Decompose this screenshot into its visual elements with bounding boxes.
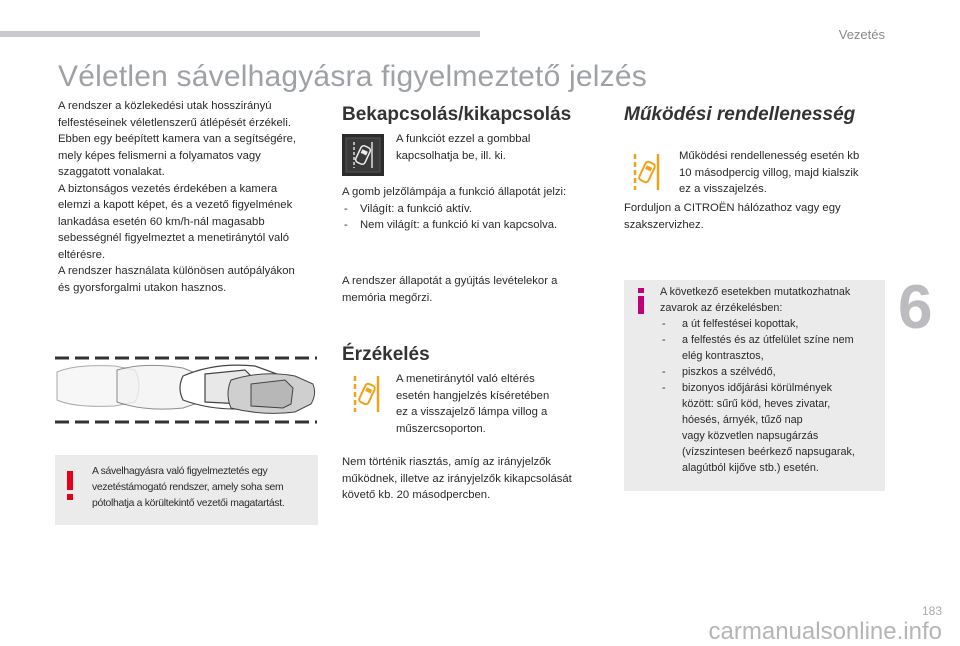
- page-number: 183: [921, 604, 942, 618]
- lamp-intro: A gomb jelzőlámpája a funkció állapotát jelzi:: [342, 186, 567, 198]
- info-icon: [636, 288, 646, 314]
- detection-description: A menetiránytól való eltérés esetén hangjelzés kíséretében ez a visszajelző lámpa villog a műszercsoporton.: [396, 373, 550, 435]
- malfunction-lamp-icon: [632, 152, 662, 192]
- list-item: - Világít: a funkció aktív.: [342, 201, 602, 218]
- list-item: - a út felfestései kopottak,: [660, 316, 882, 332]
- exclamation-icon: [63, 471, 77, 501]
- memory-text: A rendszer állapotát a gyújtás levételekor a memória megőrzi.: [342, 275, 558, 304]
- heading-malfunction: Működési rendellenesség: [624, 104, 856, 125]
- no-alert-text: Nem történik riasztás, amíg az irányjelzők működnek, illetve az irányjelzők kikapcsolását követő kb. 20 másodpercben.: [342, 456, 572, 501]
- lane-departure-illustration: [55, 350, 317, 430]
- lane-departure-warning-lamp-icon: [352, 374, 382, 414]
- list-item: - Nem világít: a funkció ki van kapcsolva.: [342, 217, 602, 234]
- info-list: [660, 316, 882, 476]
- info-box: [624, 280, 885, 491]
- watermark: carmanualsonline.info: [708, 618, 942, 645]
- heading-activation: Bekapcsolás/kikapcsolás: [342, 104, 572, 125]
- list-item: - piszkos a szélvédő,: [660, 364, 882, 380]
- warning-text: A sávelhagyásra való figyelmeztetés egy vezetéstámogató rendszer, amely soha sem pótolhatja a körültekintő vezetői magatartást.: [92, 466, 285, 509]
- malfunction-description: Működési rendellenesség esetén kb 10 másodpercig villog, majd kialszik ez a visszajelzés.: [679, 150, 860, 195]
- section-label: Vezetés: [838, 27, 885, 42]
- contact-text: Forduljon a CITROËN hálózathoz vagy egy szakszervizhez.: [624, 202, 841, 231]
- page-title: Véletlen sávelhagyásra figyelmeztető jelzés: [58, 60, 647, 93]
- list-item: - a felfestés és az útfelület színe nem elég kontrasztos,: [660, 332, 882, 364]
- lamp-state-list: [342, 201, 602, 234]
- info-content: A következő esetekben mutatkozhatnak zavarok az érzékelésben: - a út felfestései kopottak, - a felfestés és az útfelület színe nem elég kontrasztos, - piszkos a szélvédő, - bizonyos időjárási körülmények között: sűrű köd, heves zivatar, hóesés, árnyék, tűző nap vagy közvetlen napsugárzás (vízszintesen beérkező napsugarak, alagútból kijőve stb.) esetén.: [660, 284, 882, 476]
- lane-departure-button-icon: [342, 134, 384, 176]
- intro-text: A rendszer a közlekedési utak hosszirányú felfestéseinek véletlenszerű átlépését érzékeli. Ebben egy beépített kamera van a segítségére, mely képes felismerni a folyamatos vagy szaggatott vonalakat. A biztonságos vezetés érdekében a kamera elemzi a kapott képet, és a vezető figyelmének lankadása esetén 60 km/h-nál magasabb sebességnél figyelmeztet a menetiránytól való eltérésre. A rendszer használata különösen autópályákon és gyorsforgalmi utakon hasznos.: [58, 100, 297, 294]
- heading-detection: Érzékelés: [342, 344, 430, 365]
- header-bar: [0, 31, 480, 37]
- chapter-number: 6: [898, 273, 933, 342]
- button-description: A funkciót ezzel a gombbal kapcsolhatja be, ill. ki.: [396, 133, 531, 162]
- lamp-state-block: [342, 184, 602, 234]
- list-item: - bizonyos időjárási körülmények között: sűrű köd, heves zivatar, hóesés, árnyék, tűző nap vagy közvetlen napsugárzás (vízszintesen beérkező napsugarak, alagútból kijőve stb.) esetén.: [660, 380, 882, 476]
- warning-box: [55, 455, 318, 525]
